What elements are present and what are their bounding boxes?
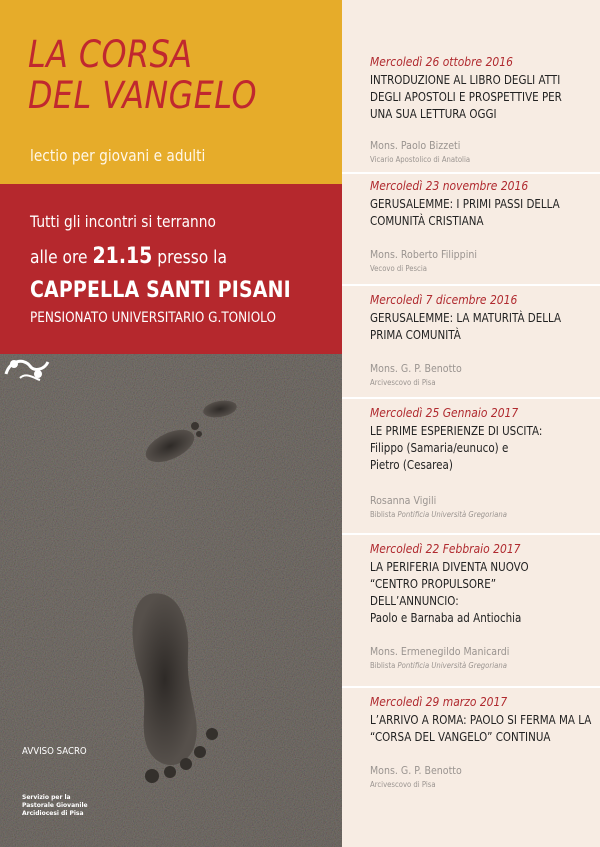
divider bbox=[342, 172, 600, 174]
title-panel bbox=[0, 0, 342, 184]
topic-line: Filippo (Samaria/eunuco) e bbox=[370, 441, 509, 455]
diocese-logo-text bbox=[22, 794, 88, 818]
event-topic bbox=[370, 423, 564, 474]
divider bbox=[342, 686, 600, 688]
logo-text-line-3: Arcidiocesi di Pisa bbox=[22, 810, 84, 817]
event-speaker-role bbox=[370, 378, 564, 387]
topic-line: Paolo e Barnaba ad Antiochia bbox=[370, 611, 522, 625]
event-topic bbox=[370, 196, 564, 230]
event-speaker-role bbox=[370, 661, 564, 670]
role-text: Arcivescovo di Pisa bbox=[370, 780, 436, 789]
event-item bbox=[370, 405, 595, 519]
divider bbox=[342, 284, 600, 286]
event-speaker: Mons. Roberto Filippini bbox=[370, 248, 477, 261]
poster-title bbox=[28, 34, 257, 116]
topic-line: L’ARRIVO A ROMA: PAOLO SI FERMA MA LA bbox=[370, 713, 592, 727]
role-text: Arcivescovo di Pisa bbox=[370, 378, 436, 387]
event-speaker: Mons. Ermenegildo Manicardi bbox=[370, 645, 510, 658]
info-line-1: Tutti gli incontri si terranno bbox=[30, 212, 216, 231]
event-date: Mercoledì 25 Gennaio 2017 bbox=[370, 405, 519, 420]
venue-subtitle: PENSIONATO UNIVERSITARIO G.TONIOLO bbox=[30, 310, 276, 326]
event-date: Mercoledì 23 novembre 2016 bbox=[370, 178, 529, 193]
event-speaker: Rosanna Vigili bbox=[370, 494, 437, 507]
event-speaker-role bbox=[370, 510, 564, 519]
role-institution: Pontificia Università Gregoriana bbox=[397, 661, 507, 670]
event-speaker-role bbox=[370, 780, 564, 789]
info-line-2 bbox=[30, 244, 227, 269]
title-line-1: LA CORSA bbox=[28, 33, 193, 76]
role-text: Biblista bbox=[370, 510, 398, 519]
diocese-logo-icon bbox=[0, 354, 52, 382]
info-time-prefix: alle ore bbox=[30, 247, 93, 268]
topic-line: “CORSA DEL VANGELO” CONTINUA bbox=[370, 730, 551, 744]
role-text: Vecovo di Pescia bbox=[370, 264, 427, 273]
event-date: Mercoledì 22 Febbraio 2017 bbox=[370, 541, 521, 556]
event-item bbox=[370, 694, 595, 789]
schedule-column bbox=[342, 0, 600, 847]
event-item bbox=[370, 541, 595, 670]
event-topic bbox=[370, 559, 564, 627]
footprints-photo bbox=[0, 354, 342, 847]
topic-line: Pietro (Cesarea) bbox=[370, 458, 453, 472]
event-topic bbox=[370, 310, 564, 344]
topic-line: LE PRIME ESPERIENZE DI USCITA: bbox=[370, 424, 543, 438]
topic-line: DELL’ANNUNCIO: bbox=[370, 594, 459, 608]
event-date: Mercoledì 26 ottobre 2016 bbox=[370, 54, 513, 69]
topic-line: LA PERIFERIA DIVENTA NUOVO bbox=[370, 560, 529, 574]
info-panel bbox=[0, 184, 342, 354]
topic-line: PRIMA COMUNITÀ bbox=[370, 328, 461, 342]
topic-line: GERUSALEMME: LA MATURITÀ DELLA bbox=[370, 311, 562, 325]
topic-line: DEGLI APOSTOLI E PROSPETTIVE PER bbox=[370, 90, 562, 104]
title-line-2: DEL VANGELO bbox=[28, 74, 257, 117]
role-text: Vicario Apostolico di Anatolia bbox=[370, 155, 471, 164]
topic-line: INTRODUZIONE AL LIBRO DEGLI ATTI bbox=[370, 73, 561, 87]
divider bbox=[342, 533, 600, 535]
event-date: Mercoledì 7 dicembre 2016 bbox=[370, 292, 518, 307]
event-speaker: Mons. Paolo Bizzeti bbox=[370, 139, 461, 152]
event-item bbox=[370, 178, 595, 273]
event-item bbox=[370, 54, 595, 164]
role-institution: Pontificia Università Gregoriana bbox=[397, 510, 507, 519]
role-text: Biblista bbox=[370, 661, 398, 670]
venue-name: CAPPELLA SANTI PISANI bbox=[30, 278, 291, 303]
event-item bbox=[370, 292, 595, 387]
event-speaker: Mons. G. P. Benotto bbox=[370, 764, 462, 777]
event-speaker: Mons. G. P. Benotto bbox=[370, 362, 462, 375]
topic-line: GERUSALEMME: I PRIMI PASSI DELLA bbox=[370, 197, 560, 211]
footprints-image bbox=[0, 354, 342, 847]
poster-subtitle: lectio per giovani e adulti bbox=[30, 146, 206, 165]
topic-line: UNA SUA LETTURA OGGI bbox=[370, 107, 497, 121]
info-time: 21.15 bbox=[92, 244, 153, 269]
event-speaker-role bbox=[370, 155, 564, 164]
avviso-sacro: AVVISO SACRO bbox=[22, 746, 87, 757]
event-topic bbox=[370, 72, 564, 123]
info-time-suffix: presso la bbox=[152, 247, 227, 268]
topic-line: COMUNITÀ CRISTIANA bbox=[370, 214, 484, 228]
event-topic bbox=[370, 712, 592, 746]
event-speaker-role bbox=[370, 264, 564, 273]
logo-text-line-2: Pastorale Giovanile bbox=[22, 802, 88, 809]
topic-line: “CENTRO PROPULSORE” bbox=[370, 577, 497, 591]
logo-text-line-1: Servizio per la bbox=[22, 794, 71, 801]
divider bbox=[342, 397, 600, 399]
event-date: Mercoledì 29 marzo 2017 bbox=[370, 694, 508, 709]
